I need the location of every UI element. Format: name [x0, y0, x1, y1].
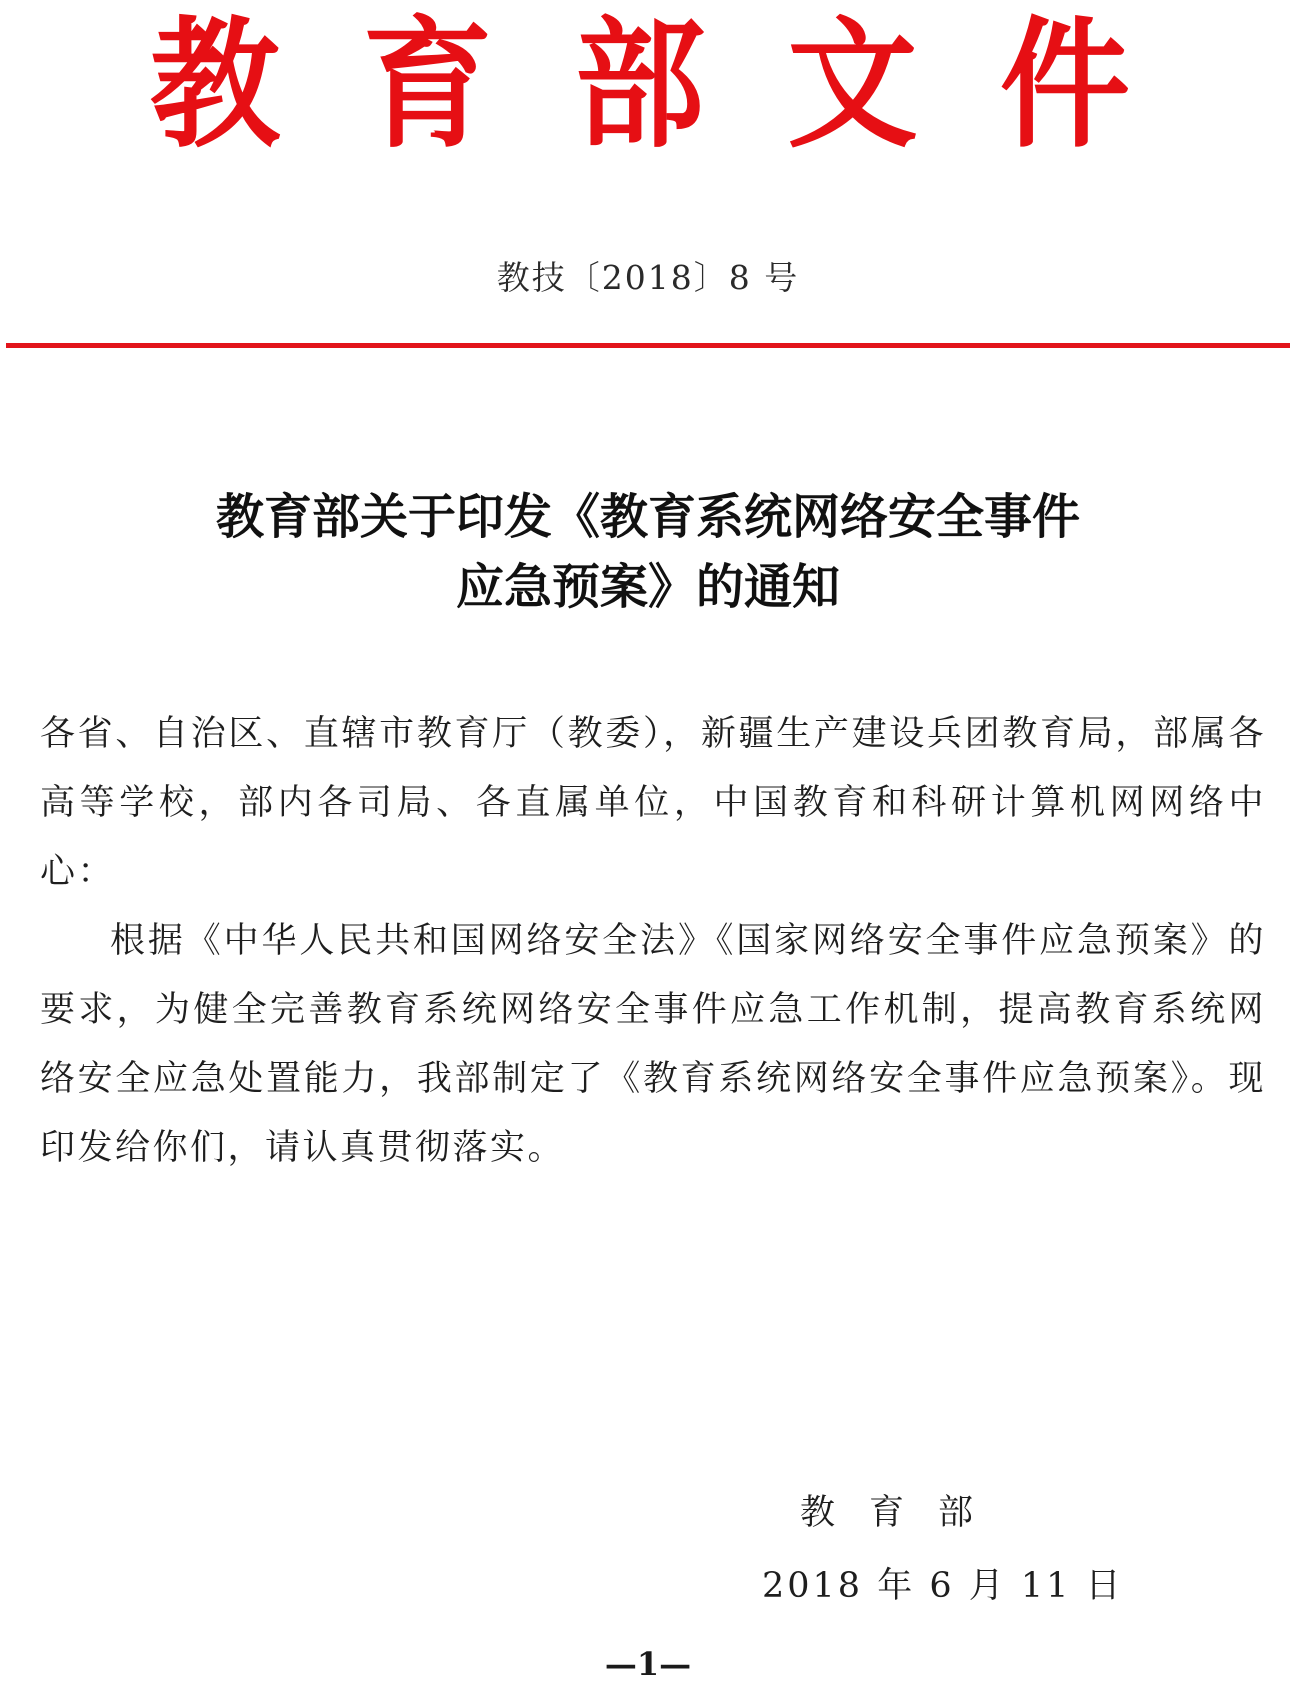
page-number: —1— [604, 1645, 692, 1683]
document-number: 教技〔2018〕8 号 [496, 258, 800, 297]
header-char: 件 [999, 1, 1130, 168]
addressee-paragraph: 各省、自治区、直辖市教育厅（教委），新疆生产建设兵团教育局，部属各高等学校，部内各司局、各直属单位，中国教育和科研计算机网网络中心： [40, 714, 1266, 892]
header-char: 育 [362, 1, 493, 168]
header-char: 部 [574, 1, 705, 168]
header-char: 教 [150, 1, 281, 168]
signer-name: 教育部 [800, 1493, 1008, 1533]
title-line-2: 应急预案》的通知 [455, 559, 840, 615]
red-divider-line [6, 343, 1290, 348]
signature-date: 2018 年 6 月 11 日 [762, 1566, 1124, 1606]
document-body [40, 700, 1266, 1183]
header-char: 文 [787, 1, 918, 168]
document-header-title [150, 1, 1130, 168]
main-paragraph: 根据《中华人民共和国网络安全法》《国家网络安全事件应急预案》的要求，为健全完善教育系统网络安全事件应急工作机制，提高教育系统网络安全应急处置能力，我部制定了《教育系统网络安全事件应急预案》。现印发给你们，请认真贯彻落实。 [40, 921, 1266, 1168]
document-title [0, 482, 1296, 622]
title-line-1: 教育部关于印发《教育系统网络安全事件 [215, 489, 1080, 545]
